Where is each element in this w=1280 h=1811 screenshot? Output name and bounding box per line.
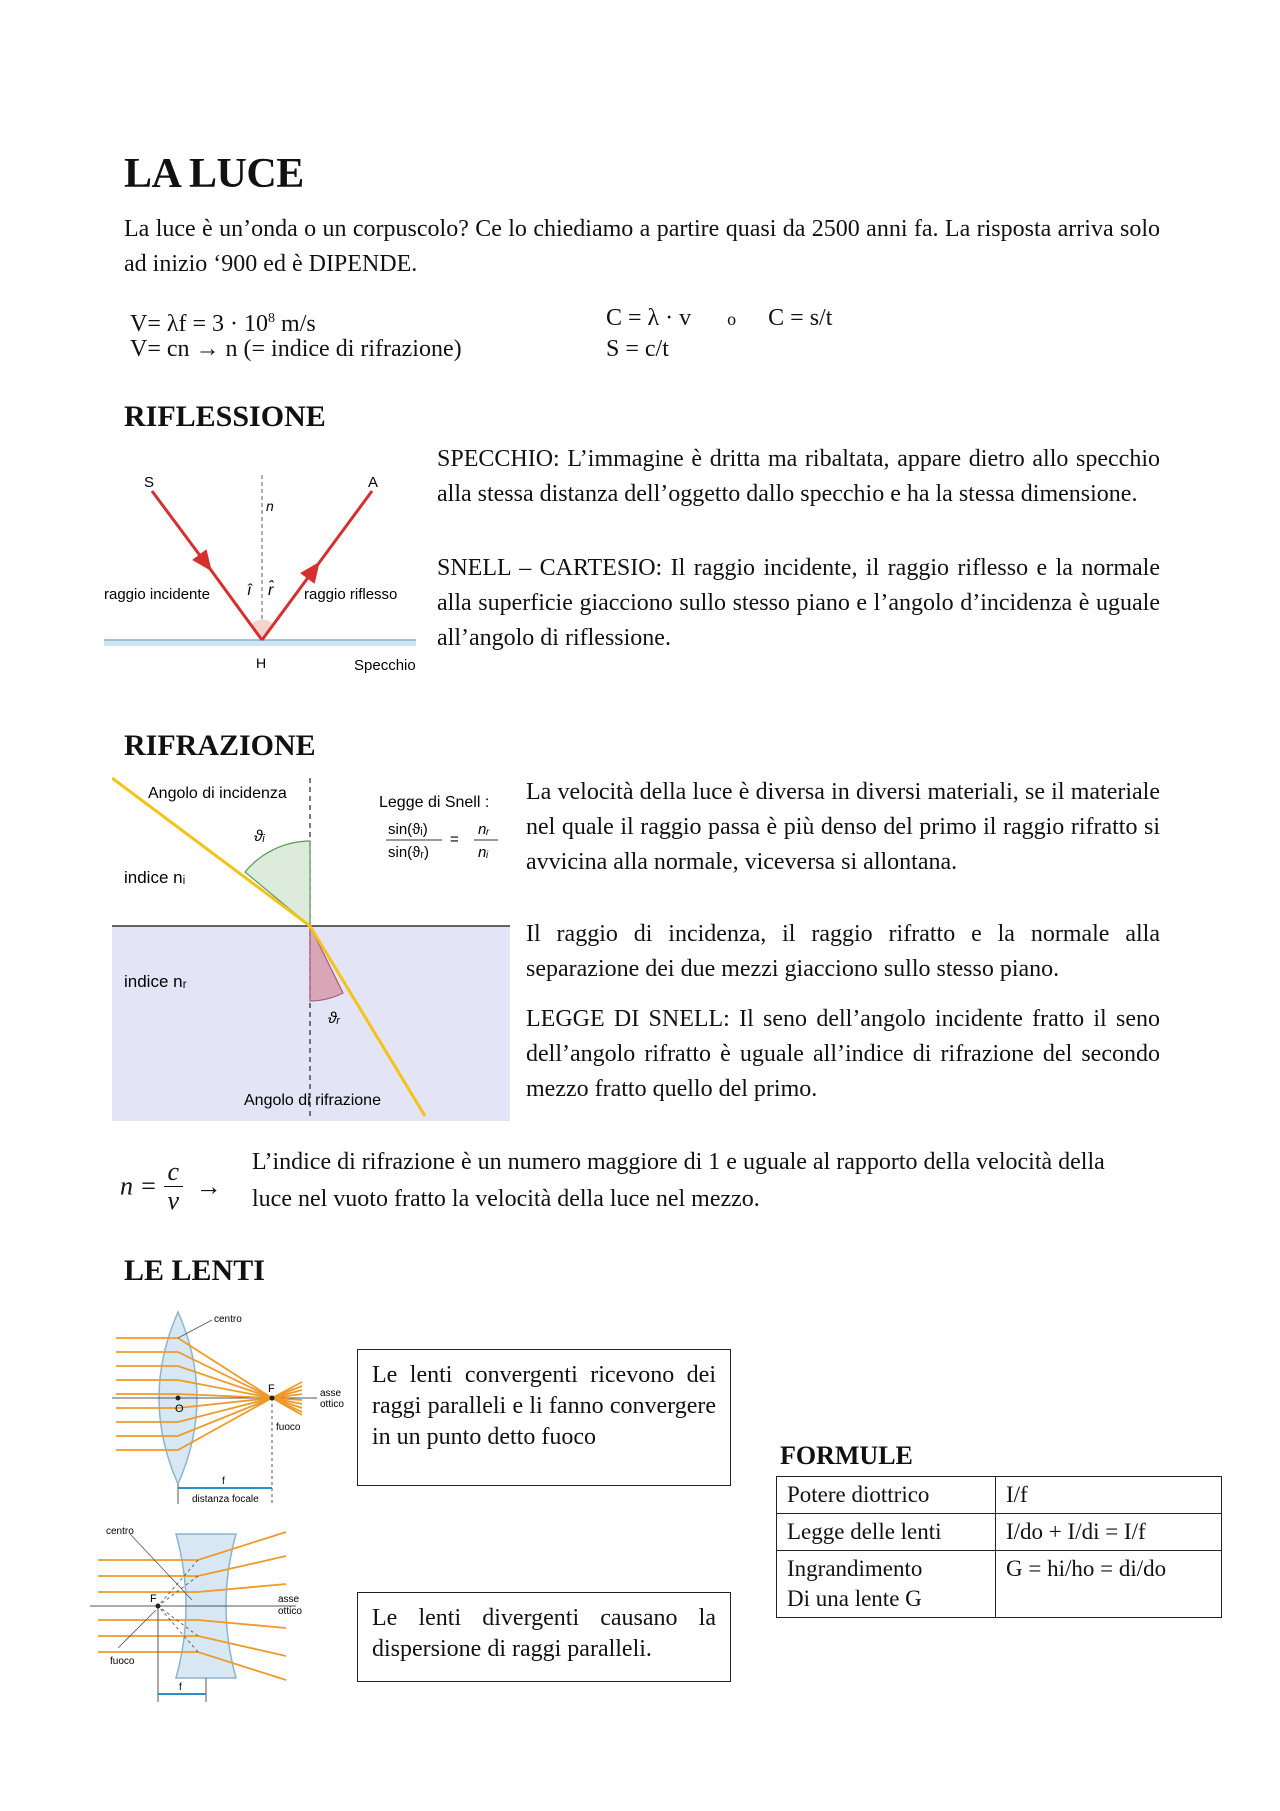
label-theta-r: ϑᵣ	[328, 1010, 340, 1027]
label-ottico: ottico	[278, 1606, 302, 1617]
formula-s: S = c/t	[606, 336, 669, 362]
label-a: A	[368, 474, 379, 491]
label-f-point: F	[150, 1593, 157, 1605]
refraction-diagram	[112, 773, 510, 1121]
label-theta-i: ϑᵢ	[254, 828, 265, 845]
convergent-lens-text: Le lenti convergenti ricevono dei raggi paralleli e li fanno convergere in un punto detto fuoco	[372, 1362, 716, 1450]
label-index-i: indice nᵢ	[124, 868, 186, 887]
label-angle-incidence: Angolo di incidenza	[148, 785, 287, 802]
rifrazione-snell-law: LEGGE DI SNELL: Il seno dell’angolo incidente fratto il seno dell’angolo rifratto è uguale all’indice di rifrazione del secondo mezzo fratto quello del primo.	[526, 1006, 1160, 1102]
index-formula-fraction	[164, 1158, 184, 1215]
label-r: r̂	[268, 582, 274, 599]
formula-speed-main: V= λf = 3 · 10	[130, 311, 269, 337]
label-centro: centro	[106, 1526, 134, 1537]
label-distanza-focale: distanza focale	[192, 1494, 259, 1505]
label-snell: Legge di Snell :	[379, 794, 490, 811]
label-i: î	[247, 582, 252, 599]
label-angle-refraction: Angolo di rifrazione	[244, 1092, 381, 1109]
index-formula-v: v	[167, 1186, 180, 1215]
formula-index: V= cn → n (= indice di rifrazione)	[130, 336, 462, 362]
label-ottico: ottico	[320, 1399, 344, 1410]
table-row	[777, 1514, 1222, 1551]
table-cell-formula: I/f	[996, 1477, 1222, 1514]
table-cell-name	[777, 1551, 996, 1618]
label-asse: asse	[320, 1388, 342, 1399]
riflessione-snell-cartesio-text: SNELL – CARTESIO: Il raggio incidente, il raggio riflesso e la normale alla superficie giacciono sullo stesso piano e l’angolo d’incidenza è uguale all’angolo di riflessione.	[437, 555, 1160, 651]
index-formula-n: n =	[120, 1171, 158, 1201]
label-f-distance: f	[179, 1682, 182, 1693]
label-h: H	[256, 655, 267, 671]
table-cell-name-line1: Ingrandimento	[787, 1556, 923, 1581]
label-o: O	[175, 1403, 184, 1415]
label-centro: centro	[214, 1314, 242, 1325]
mirror-surface	[104, 640, 416, 646]
label-index-r: indice nᵣ	[124, 972, 187, 991]
label-s: S	[144, 474, 155, 491]
rifrazione-text-1: La velocità della luce è diversa in diversi materiali, se il materiale nel quale il raggio passa è più denso del primo il raggio rifratto si avvicina alla normale, viceversa si allontana.	[526, 779, 1160, 875]
index-formula	[120, 1158, 222, 1215]
section-heading-rifrazione: RIFRAZIONE	[124, 729, 316, 762]
intro-paragraph: La luce è un’onda o un corpuscolo? Ce lo chiediamo a partire quasi da 2500 anni fa. La risposta arriva solo ad inizio ‘900 ed è DIPENDE.	[124, 216, 1160, 277]
reflection-diagram	[100, 465, 420, 685]
formula-speed-unit: m/s	[275, 311, 316, 337]
convergent-lens-text-box	[357, 1349, 731, 1486]
label-asse: asse	[278, 1594, 300, 1605]
label-equals: =	[450, 831, 459, 848]
incident-ray	[152, 491, 210, 569]
index-formula-text: L’indice di rifrazione è un numero maggiore di 1 e uguale al rapporto della velocità della luce nel vuoto fratto la velocità della luce nel mezzo.	[252, 1149, 1105, 1212]
formula-c-alt: C = s/t	[768, 305, 833, 331]
rifrazione-text-2: Il raggio di incidenza, il raggio rifratto e la normale alla separazione dei due mezzi giacciono sullo stesso piano.	[526, 921, 1160, 982]
convergent-lens-diagram	[112, 1308, 362, 1508]
label-fuoco: fuoco	[276, 1422, 301, 1433]
label-fuoco: fuoco	[110, 1656, 135, 1667]
section-heading-riflessione: RIFLESSIONE	[124, 400, 326, 433]
table-cell-name: Legge delle lenti	[777, 1514, 996, 1551]
formule-table	[776, 1476, 1222, 1618]
label-f-distance: f	[222, 1476, 225, 1487]
label-sin-r: sin(ϑᵣ)	[388, 844, 429, 861]
formula-c	[606, 303, 832, 335]
divergent-lens-text: Le lenti divergenti causano la dispersione di raggi paralleli.	[372, 1605, 716, 1662]
label-incident: raggio incidente	[104, 586, 210, 603]
label-reflected: raggio riflesso	[304, 586, 398, 603]
index-formula-c: c	[164, 1158, 184, 1187]
label-f-point: F	[268, 1383, 275, 1395]
formula-c-or: o	[727, 309, 737, 329]
divergent-lens-diagram	[86, 1520, 316, 1710]
section-heading-lenti: LE LENTI	[124, 1254, 265, 1287]
table-row	[777, 1551, 1222, 1618]
divergent-lens-text-box	[357, 1592, 731, 1682]
table-cell-formula: G = hi/ho = di/do	[996, 1551, 1222, 1618]
riflessione-specchio-text: SPECCHIO: L’immagine è dritta ma ribaltata, appare dietro allo specchio alla stessa distanza dell’oggetto dallo specchio e ha la stessa dimensione.	[437, 446, 1160, 507]
label-sin-i: sin(ϑᵢ)	[388, 821, 428, 838]
formula-speed-exp: 8	[268, 311, 276, 326]
formula-c-main: C = λ · v	[606, 305, 692, 331]
table-cell-name-line2: Di una lente G	[787, 1586, 922, 1611]
table-cell-formula: I/do + I/di = I/f	[996, 1514, 1222, 1551]
index-formula-arrow: →	[195, 1171, 222, 1201]
formule-heading: FORMULE	[780, 1441, 913, 1470]
page-title: LA LUCE	[124, 151, 304, 197]
label-mirror: Specchio	[354, 657, 416, 674]
label-ni: nᵢ	[478, 844, 489, 861]
label-n: n	[266, 498, 274, 514]
table-row	[777, 1477, 1222, 1514]
table-cell-name: Potere diottrico	[777, 1477, 996, 1514]
label-nr: nᵣ	[478, 821, 490, 838]
